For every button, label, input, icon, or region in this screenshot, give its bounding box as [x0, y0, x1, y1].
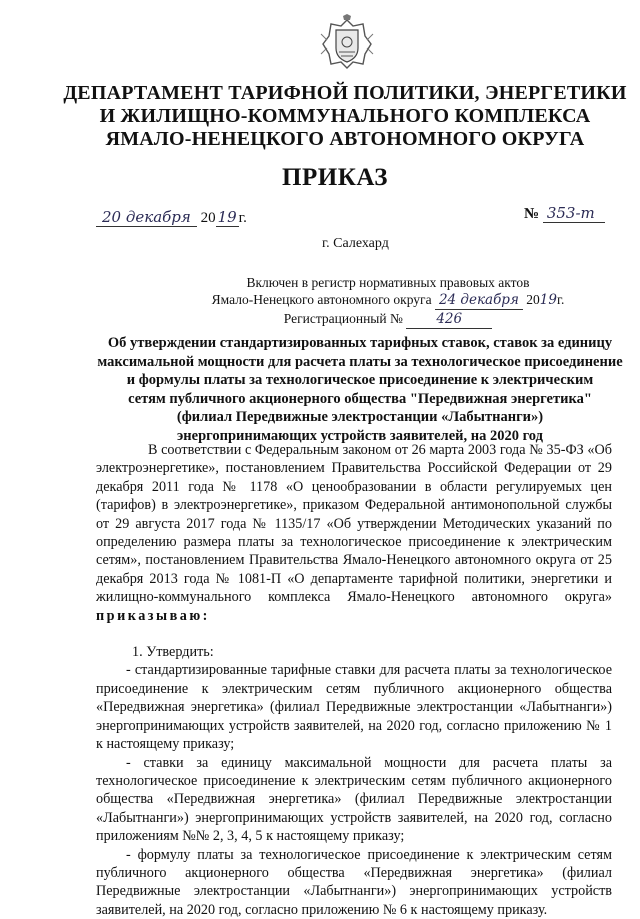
yamal-coat-of-arms-icon — [319, 14, 375, 72]
order-body — [96, 441, 612, 919]
registry-date-handwritten: 24 декабря — [435, 292, 523, 310]
registry-line-1: Включен в регистр нормативных правовых актов — [246, 275, 530, 290]
order-year-prefix: 20 — [200, 210, 216, 226]
registry-block — [208, 274, 568, 329]
order-word: приказываю: — [96, 607, 210, 624]
order-subject — [80, 334, 640, 445]
dept-line-1: ДЕПАРТАМЕНТ ТАРИФНОЙ ПОЛИТИКИ, ЭНЕРГЕТИКИ — [63, 82, 627, 104]
subject-line-2: максимальной мощности для расчета платы за технологическое присоединение — [97, 353, 623, 370]
registry-year-prefix: 20 — [526, 292, 540, 307]
department-header — [60, 82, 630, 151]
preamble-text: В соответствии с Федеральным законом от 26 марта 2003 года № 35-ФЗ «Об электроэнергетике», постановлением Правительства Российской Федерации от 29 декабря 2011 года № 1178 «О ценообразовании в области регулируемых цен (тарифов) в электроэнергетике», приказом Федеральной антимонопольной службы от 29 августа 2017 года № 1135/17 «Об утверждении Методических указаний по определению размера платы за технологическое присоединение к электрическим сетям», постановлением Правительства Ямало-Ненецкого автономного округа от 25 декабря 2013 года № 1081-П «О департаменте тарифной политики, энергетики и жилищно-коммунального комплекса Ямало-Ненецкого автономного округа» — [96, 442, 612, 606]
item-1-a: - стандартизированные тарифные ставки для расчета платы за технологическое присоединение к электрическим сетям публичного акционерного общества «Передвижная энергетика» (филиал Передвижные электростанции «Лабытнанги») энергопринимающих устройств заявителей, на 2020 год, согласно приложению № 1 к настоящему приказу; — [96, 662, 612, 753]
registry-line-2-text: Ямало-Ненецкого автономного округа — [211, 292, 432, 307]
order-number — [524, 204, 605, 223]
item-1-title: 1. Утвердить: — [132, 644, 214, 661]
registry-number-handwritten: 426 — [406, 311, 492, 329]
registry-year-handwritten: 19 — [539, 292, 557, 308]
subject-line-6: энергопринимающих устройств заявителей, на 2020 год — [177, 427, 543, 444]
dept-line-3: ЯМАЛО-НЕНЕЦКОГО АВТОНОМНОГО ОКРУГА — [105, 128, 585, 150]
order-year-suffix: г. — [238, 210, 247, 226]
order-number-handwritten: 353-т — [543, 204, 605, 223]
order-date — [96, 208, 247, 227]
subject-line-1: Об утверждении стандартизированных тарифных ставок, ставок за единицу — [107, 335, 613, 351]
registry-year-suffix: г. — [556, 292, 565, 307]
subject-line-5: (филиал Передвижные электростанции «Лабытнанги») — [176, 409, 544, 425]
registry-line-2 — [208, 291, 568, 310]
registry-number-label: Регистрационный № — [283, 311, 403, 326]
city: г. Салехард — [322, 236, 389, 251]
dept-line-2: И ЖИЛИЩНО-КОММУНАЛЬНОГО КОМПЛЕКСА — [99, 105, 591, 127]
order-number-label: № — [524, 206, 540, 222]
item-1-b: - ставки за единицу максимальной мощности для расчета платы за технологическое присоединение к электрическим сетям публичного акционерного общества «Передвижная энергетика» (филиал Передвижные электростанции «Лабытнанги») энергопринимающих устройств заявителей, на 2020 год, согласно приложениям №№ 2, 3, 4, 5 к настоящему приказу; — [96, 754, 612, 845]
order-date-handwritten: 20 декабря — [96, 208, 197, 227]
order-year-handwritten: 19 — [217, 208, 237, 226]
preamble-paragraph — [96, 441, 612, 625]
subject-line-3: и формулы платы за технологическое присоединение к электрическим — [126, 372, 594, 388]
subject-line-4: сетям публичного акционерного общества "Передвижная энергетика" — [128, 390, 592, 407]
item-1-c: - формулу платы за технологическое присоединение к электрическим сетям публичного акционерного общества «Передвижная энергетика» (филиал Передвижные электростанции «Лабытнанги») энергопринимающих устройств заявителей, на 2020 год, согласно приложению № 6 к настоящему приказу. — [96, 846, 612, 918]
document-type-title: ПРИКАЗ — [282, 164, 388, 191]
registry-line-3 — [208, 310, 568, 329]
